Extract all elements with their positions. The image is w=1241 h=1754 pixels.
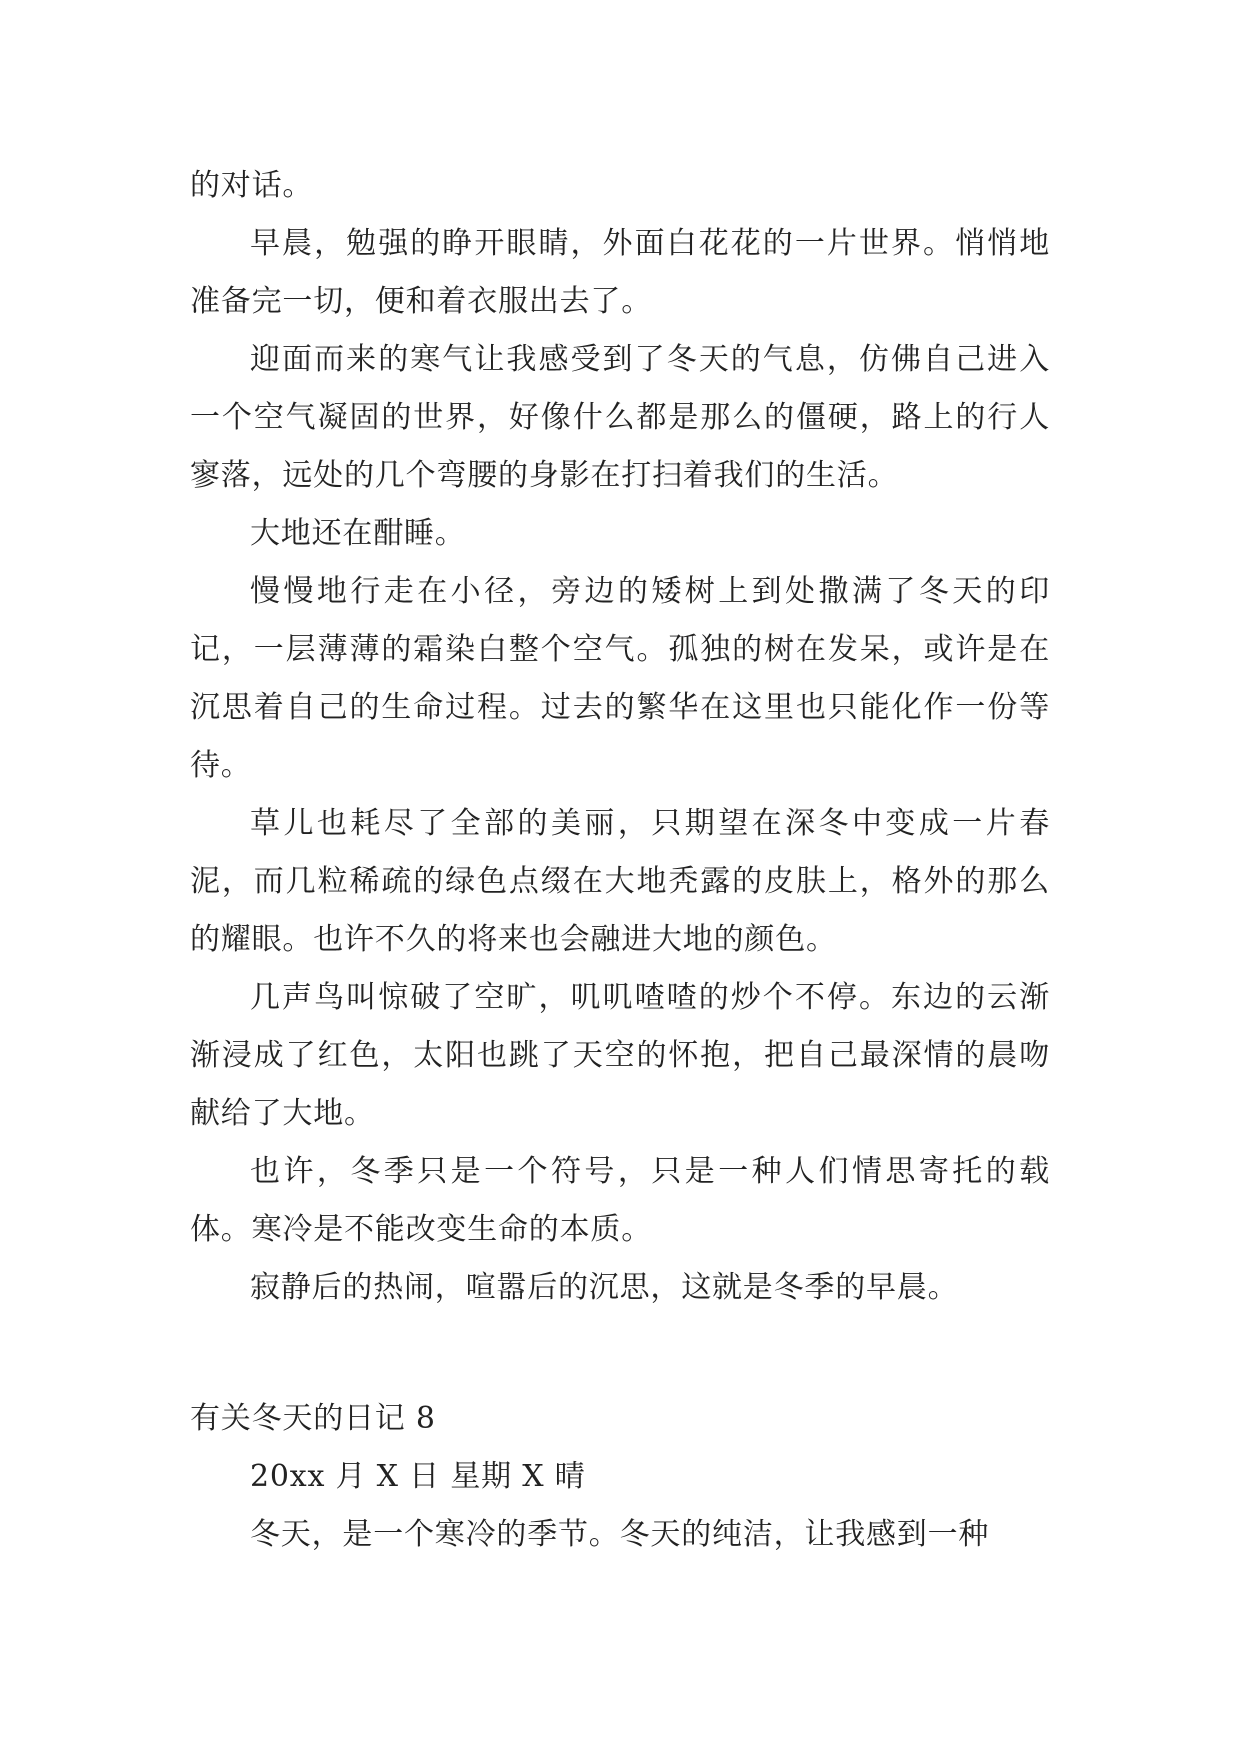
- paragraph-8: 寂静后的热闹，喧嚣后的沉思，这就是冬季的早晨。: [250, 1270, 959, 1305]
- paragraph-2: 迎面而来的寒气让我感受到了冬天的气息，仿佛自己进入一个空气凝固的世界，好像什么都是那么的僵硬，路上的行人寥落，远处的几个弯腰的身影在打扫着我们的生活。: [190, 342, 1050, 493]
- paragraph-4: 慢慢地行走在小径，旁边的矮树上到处撒满了冬天的印记，一层薄薄的霜染白整个空气。孤独的树在发呆，或许是在沉思着自己的生命过程。过去的繁华在这里也只能化作一份等待。: [190, 574, 1050, 783]
- paragraph-5: 草儿也耗尽了全部的美丽，只期望在深冬中变成一片春泥，而几粒稀疏的绿色点缀在大地秃露的皮肤上，格外的那么的耀眼。也许不久的将来也会融进大地的颜色。: [190, 806, 1050, 957]
- date-line: 20xx 月 X 日 星期 X 晴: [250, 1459, 586, 1494]
- paragraph-6: 几声鸟叫惊破了空旷，叽叽喳喳的炒个不停。东边的云渐渐浸成了红色，太阳也跳了天空的怀抱，把自己最深情的晨吻献给了大地。: [190, 980, 1050, 1131]
- last-paragraph: 冬天，是一个寒冷的季节。冬天的纯洁，让我感到一种: [250, 1517, 990, 1552]
- document-body: [190, 157, 1050, 1564]
- paragraph-1: 早晨，勉强的睁开眼睛，外面白花花的一片世界。悄悄地准备完一切，便和着衣服出去了。: [190, 226, 1050, 319]
- section-title: 有关冬天的日记 8: [190, 1401, 436, 1436]
- paragraph-7: 也许，冬季只是一个符号，只是一种人们情思寄托的载体。寒冷是不能改变生命的本质。: [190, 1154, 1050, 1247]
- carry-over-paragraph: 的对话。: [190, 168, 314, 203]
- paragraph-3: 大地还在酣睡。: [250, 516, 466, 551]
